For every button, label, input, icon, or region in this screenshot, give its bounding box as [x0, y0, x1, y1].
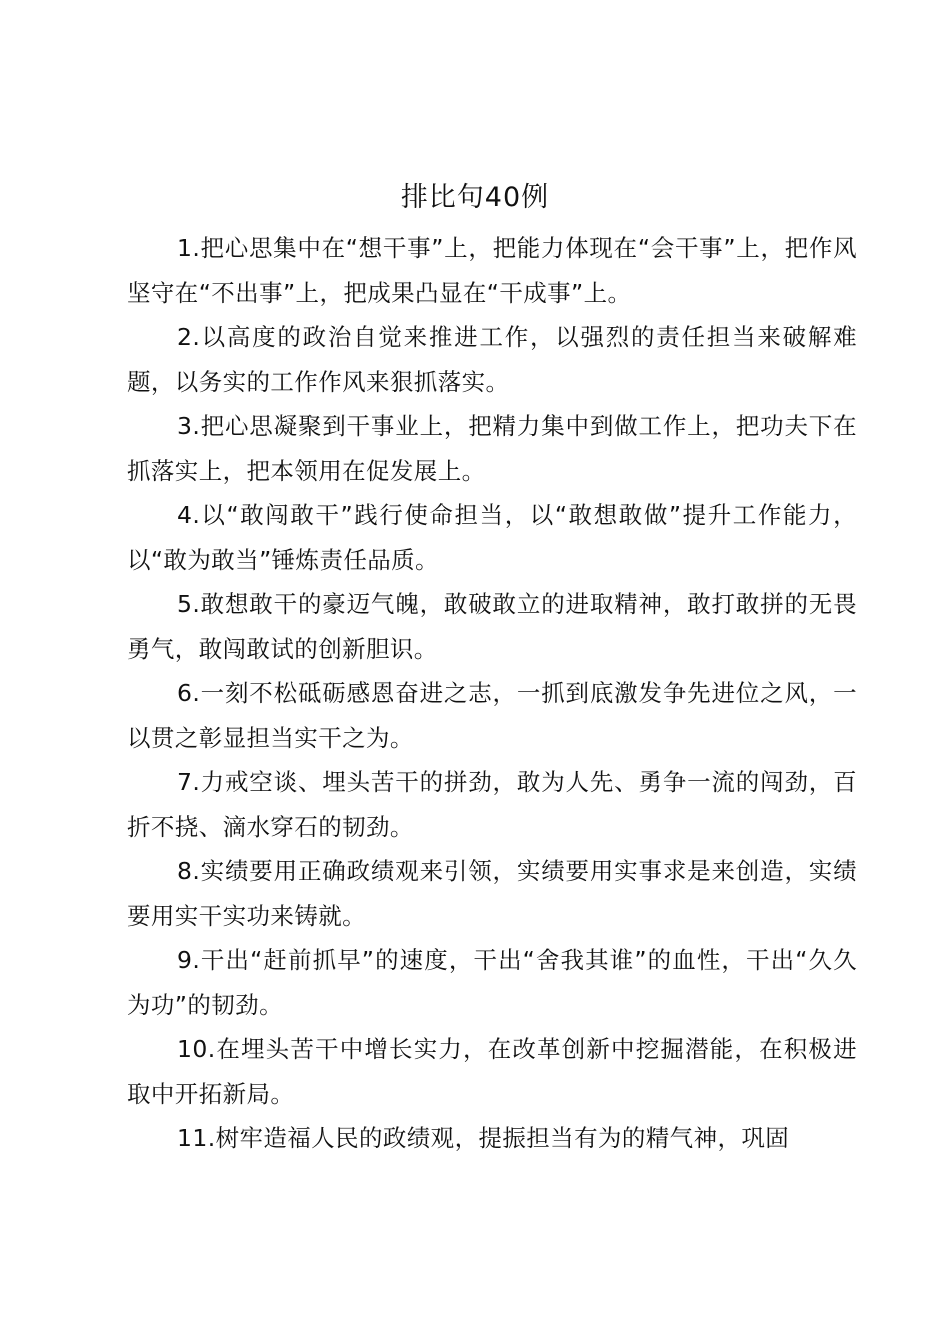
- paragraph-5: 5.敢想敢干的豪迈气魄，敢破敢立的进取精神，敢打敢拼的无畏勇气，敢闯敢试的创新胆识。: [127, 590, 857, 663]
- document-body: [127, 226, 857, 1161]
- paragraph-3: 3.把心思凝聚到干事业上，把精力集中到做工作上，把功夫下在抓落实上，把本领用在促发展上。: [127, 412, 857, 485]
- paragraph-4: 4.以“敢闯敢干”践行使命担当，以“敢想敢做”提升工作能力，以“敢为敢当”锤炼责任品质。: [127, 501, 857, 574]
- paragraph-7: 7.力戒空谈、埋头苦干的拼劲，敢为人先、勇争一流的闯劲，百折不挠、滴水穿石的韧劲。: [127, 768, 857, 841]
- paragraph-8: 8.实绩要用正确政绩观来引领，实绩要用实事求是来创造，实绩要用实干实功来铸就。: [127, 857, 857, 930]
- paragraph-10: 10.在埋头苦干中增长实力，在改革创新中挖掘潜能，在积极进取中开拓新局。: [127, 1035, 857, 1108]
- paragraph-6: 6.一刻不松砥砺感恩奋进之志，一抓到底激发争先进位之风，一以贯之彰显担当实干之为。: [127, 679, 857, 752]
- paragraph-1: 1.把心思集中在“想干事”上，把能力体现在“会干事”上，把作风坚守在“不出事”上，把成果凸显在“干成事”上。: [127, 234, 857, 307]
- paragraph-11: 11.树牢造福人民的政绩观，提振担当有为的精气神，巩固: [177, 1124, 790, 1152]
- page-title: 排比句40例: [400, 182, 550, 213]
- paragraph-2: 2.以高度的政治自觉来推进工作，以强烈的责任担当来破解难题，以务实的工作作风来狠抓落实。: [127, 323, 857, 396]
- paragraph-9: 9.干出“赶前抓早”的速度，干出“舍我其谁”的血性，干出“久久为功”的韧劲。: [127, 946, 857, 1019]
